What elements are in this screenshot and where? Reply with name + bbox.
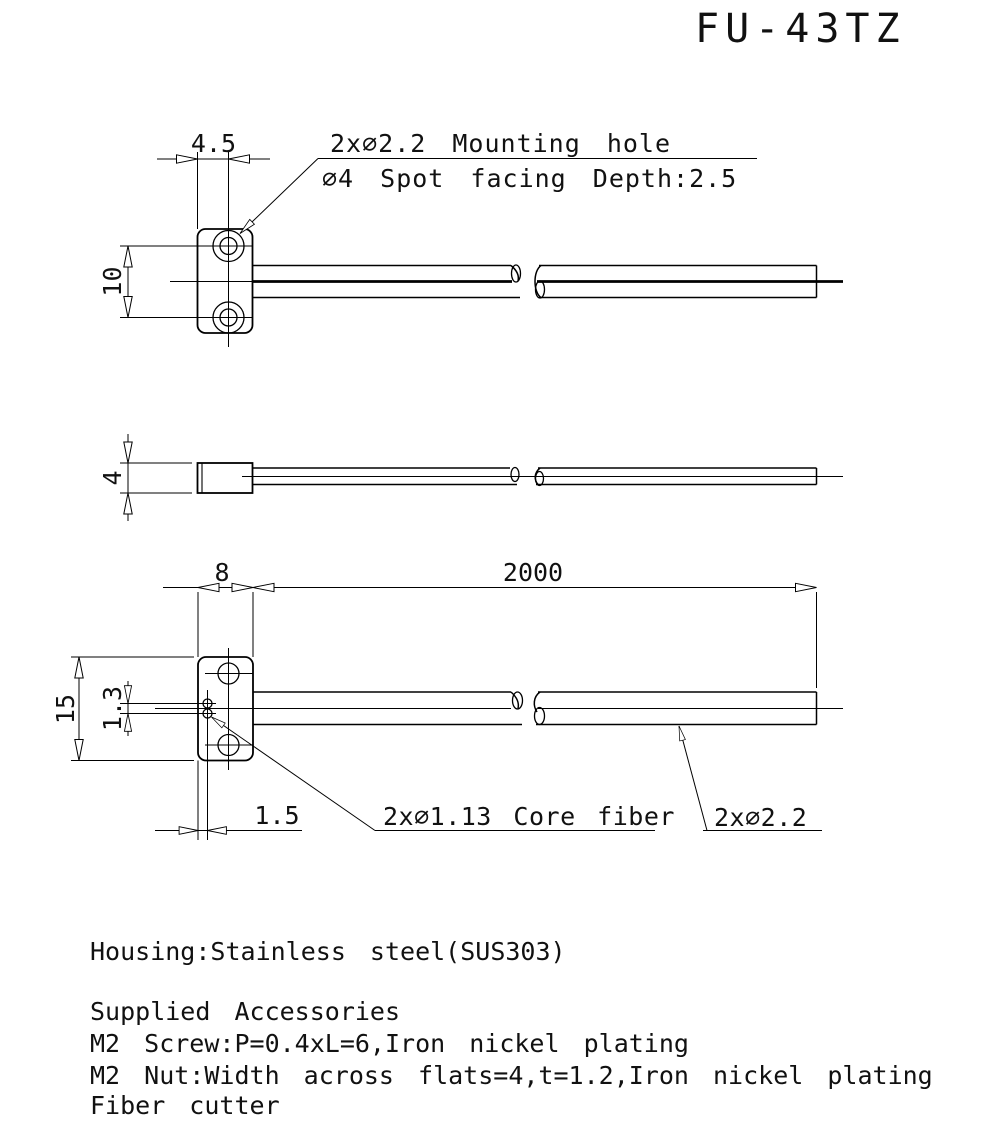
top-view xyxy=(98,129,843,347)
housing-outline-side xyxy=(198,463,253,493)
dim-1-3 xyxy=(98,681,132,736)
dim-8-label: 8 xyxy=(214,558,230,587)
drawing-title: FU-43TZ xyxy=(695,6,906,52)
note-housing: Housing:Stainless steel(SUS303) xyxy=(90,937,566,966)
fiber-cable-top-view xyxy=(253,265,844,298)
note-accessories-title: Supplied Accessories xyxy=(90,997,401,1026)
dim-10-label: 10 xyxy=(98,266,127,297)
note-accessory-cutter: Fiber cutter xyxy=(90,1091,280,1120)
mounting-hole-callout-line1: 2x∅2.2 Mounting hole xyxy=(330,129,672,158)
note-accessory-screw: M2 Screw:P=0.4xL=6,Iron nickel plating xyxy=(90,1029,689,1058)
dim-4-5-label: 4.5 xyxy=(190,129,237,158)
dim-4 xyxy=(98,434,192,521)
dim-4-label: 4 xyxy=(98,470,127,486)
sheath-callout-label: 2x∅2.2 xyxy=(714,803,808,832)
note-accessory-nut: M2 Nut:Width across flats=4,t=1.2,Iron nickel plating xyxy=(90,1061,933,1090)
notes-block xyxy=(90,937,933,1120)
sheath-callout xyxy=(676,725,822,832)
mounting-hole-callout xyxy=(238,129,757,236)
dim-2000-label: 2000 xyxy=(502,558,564,587)
dim-15-label: 15 xyxy=(51,693,80,725)
dim-1-5-label: 1.5 xyxy=(254,801,300,830)
fiber-cable-side-view xyxy=(242,468,843,486)
dim-8-and-2000 xyxy=(163,558,817,688)
mounting-hole-callout-line2: ∅4 Spot facing Depth:2.5 xyxy=(322,164,738,193)
core-fiber-callout-label: 2x∅1.13 Core fiber xyxy=(383,802,675,831)
dim-4-5 xyxy=(157,129,270,229)
dim-1-3-label: 1.3 xyxy=(98,685,127,732)
side-view xyxy=(98,434,843,521)
dim-1-5 xyxy=(155,801,302,834)
front-view xyxy=(51,558,843,840)
dim-10 xyxy=(98,246,132,318)
